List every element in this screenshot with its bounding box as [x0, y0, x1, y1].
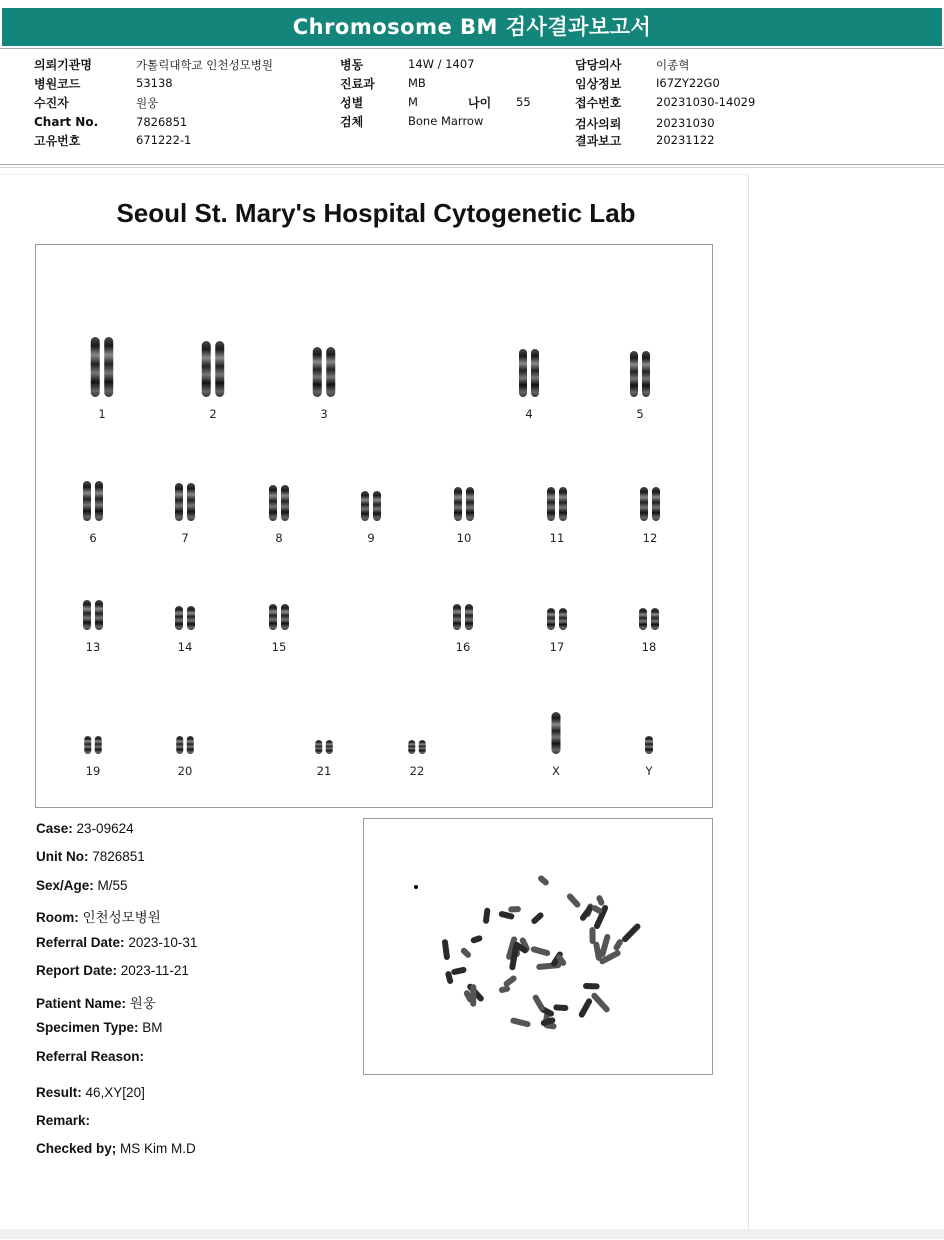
metaphase-chromosome [470, 935, 483, 944]
chromosome [559, 487, 567, 521]
chromosome [95, 600, 103, 630]
chromosome-label: 8 [275, 531, 283, 545]
field-result: Result: 46,XY[20] [36, 1085, 145, 1100]
metaphase-chromosome [510, 1017, 531, 1028]
metaphase-chromosome [537, 874, 550, 886]
chromosome [640, 487, 648, 521]
chromosome [95, 481, 103, 521]
chromosome-label: 11 [549, 531, 565, 545]
info-label-report-date: 결과보고 [575, 134, 622, 148]
chromosome [175, 606, 183, 630]
chromosome-label: 15 [271, 640, 287, 654]
chromosome-label: 9 [367, 531, 375, 545]
chromosome-pair [547, 608, 567, 630]
chromosome-pair [176, 736, 194, 754]
chromosome [361, 491, 369, 521]
chromosome [466, 487, 474, 521]
chromosome-label: 19 [85, 764, 101, 778]
chromosome-pair [83, 481, 103, 521]
chromosome [187, 736, 194, 754]
info-value-hospital-code: 53138 [136, 76, 173, 90]
chromosome-label: 2 [209, 407, 217, 421]
chromosome-pair [639, 608, 659, 630]
info-value-ward: 14W / 1407 [408, 57, 475, 71]
chromosome [547, 487, 555, 521]
metaphase-chromosome [460, 947, 473, 960]
chromosome-label: Y [645, 764, 653, 778]
field-specimen-type: Specimen Type: BM [36, 1020, 163, 1035]
info-label-receipt-no: 접수번호 [575, 96, 622, 110]
chromosome [531, 349, 539, 397]
chromosome [454, 487, 462, 521]
field-case: Case: 23-09624 [36, 821, 134, 836]
chromosome [315, 740, 322, 754]
header-divider-bottom [0, 164, 944, 165]
chromosome [83, 600, 91, 630]
chromosome-pair [84, 736, 102, 754]
metaphase-chromosome [583, 983, 600, 989]
chromosome [175, 483, 183, 521]
chromosome [373, 491, 381, 521]
chromosome [104, 337, 113, 397]
info-value-doctor: 이종혁 [656, 58, 690, 72]
info-label-unique-no: 고유번호 [34, 134, 81, 148]
chromosome-label: 16 [455, 640, 471, 654]
chromosome-pair [519, 349, 539, 397]
lab-title: Seoul St. Mary's Hospital Cytogenetic Lab [116, 198, 636, 228]
chromosome-label: 10 [456, 531, 472, 545]
chromosome [652, 487, 660, 521]
chromosome [552, 712, 561, 754]
chromosome [84, 736, 91, 754]
metaphase-chromosome [589, 927, 595, 944]
chromosome-label: 20 [177, 764, 193, 778]
field-report-date: Report Date: 2023-11-21 [36, 963, 189, 978]
info-value-patient: 원웅 [136, 96, 159, 110]
chromosome [519, 349, 527, 397]
chromosome-label: 5 [636, 407, 644, 421]
metaphase-chromosome [483, 907, 491, 924]
metaphase-chromosome [578, 997, 593, 1018]
info-value-hospital: 가톨릭대학교 인천성모병원 [136, 58, 273, 72]
chromosome-pair [315, 740, 333, 754]
chromosome-pair [175, 483, 195, 521]
chromosome-pair [269, 485, 289, 521]
chromosome-pair [269, 604, 289, 630]
chromosome [642, 351, 650, 397]
info-label-sex: 성별 [340, 96, 364, 110]
chromosome-label: 14 [177, 640, 193, 654]
field-referral-date: Referral Date: 2023-10-31 [36, 935, 198, 950]
chromosome [187, 483, 195, 521]
info-value-receipt-no: 20231030-14029 [656, 95, 756, 109]
info-label-hospital-code: 병원코드 [34, 77, 81, 91]
metaphase-chromosome [530, 946, 551, 957]
info-value-sex: M [408, 95, 418, 109]
chromosome [187, 606, 195, 630]
info-label-department: 진료과 [340, 77, 375, 91]
chromosome-label: 1 [98, 407, 106, 421]
chromosome [269, 604, 277, 630]
chromosome [95, 736, 102, 754]
field-checked-by: Checked by; MS Kim M.D [36, 1141, 196, 1156]
karyogram-image [35, 244, 713, 808]
chromosome [639, 608, 647, 630]
chromosome [326, 740, 333, 754]
metaphase-chromosome [451, 966, 467, 975]
info-label-chart-no: Chart No. [34, 115, 99, 129]
field-room: Room: 인천성모병원 [36, 910, 161, 925]
info-label-specimen: 검체 [340, 115, 364, 129]
field-patient-name: Patient Name: 원웅 [36, 996, 156, 1011]
chromosome-pair [408, 740, 426, 754]
info-value-unique-no: 671222-1 [136, 133, 192, 147]
metaphase-chromosome [566, 892, 582, 909]
chromosome-label: 7 [181, 531, 189, 545]
chromosome [453, 604, 461, 630]
chromosome-label: 3 [320, 407, 328, 421]
metaphase-chromosome [442, 939, 451, 960]
info-label-age: 나이 [468, 96, 492, 110]
chromosome [559, 608, 567, 630]
info-value-chart-no: 7826851 [136, 115, 188, 129]
chromosome [176, 736, 183, 754]
chromosome-label: X [552, 764, 560, 778]
metaphase-chromosomes [364, 819, 712, 1074]
metaphase-chromosome [590, 992, 611, 1014]
chromosome [547, 608, 555, 630]
chromosome-pair [91, 337, 114, 397]
header-divider-top [0, 48, 944, 49]
info-value-department: MB [408, 76, 426, 90]
chromosome [465, 604, 473, 630]
field-sex-age: Sex/Age: M/55 [36, 878, 128, 893]
metaphase-chromosome [530, 911, 545, 925]
chromosome-pair [547, 487, 567, 521]
info-label-request-date: 검사의뢰 [575, 117, 622, 131]
info-value-request-date: 20231030 [656, 116, 715, 130]
chromosome [83, 481, 91, 521]
chromosome [645, 736, 653, 754]
chromosome [419, 740, 426, 754]
chromosome [202, 341, 211, 397]
report-title: Chromosome BM 검사결과보고서 [2, 8, 942, 46]
field-remark: Remark: [36, 1113, 91, 1128]
chromosome-pair [361, 491, 381, 521]
chromosome [408, 740, 415, 754]
header-divider-bottom-2 [0, 167, 944, 168]
info-value-specimen: Bone Marrow [408, 114, 484, 128]
chromosome-pair [640, 487, 660, 521]
chromosome [281, 485, 289, 521]
info-label-ward: 병동 [340, 58, 364, 72]
chromosome-label: 4 [525, 407, 533, 421]
chromosome-pair [83, 600, 103, 630]
metaphase-chromosome [553, 1004, 568, 1011]
karyogram-chromosomes [36, 245, 712, 807]
metaphase-chromosome [621, 922, 642, 943]
field-unit-no: Unit No: 7826851 [36, 849, 145, 864]
chromosome [630, 351, 638, 397]
chromosome-label: 17 [549, 640, 565, 654]
metaphase-chromosome [502, 974, 517, 988]
field-referral-reason: Referral Reason: [36, 1049, 145, 1064]
debris-dot [414, 885, 418, 889]
chromosome-label: 12 [642, 531, 658, 545]
metaphase-chromosome [595, 894, 605, 906]
info-label-patient: 수진자 [34, 96, 69, 110]
chromosome [326, 347, 335, 397]
chromosome-label: 13 [85, 640, 101, 654]
info-label-doctor: 담당의사 [575, 58, 622, 72]
chromosome-pair [202, 341, 225, 397]
info-value-clinical-info: I67ZY22G0 [656, 76, 720, 90]
info-value-age: 55 [516, 95, 531, 109]
chromosome-pair [453, 604, 473, 630]
metaphase-spread-image [363, 818, 713, 1075]
chromosome-label: 22 [409, 764, 425, 778]
chromosome [215, 341, 224, 397]
metaphase-chromosome [498, 985, 510, 993]
chromosome-pair [313, 347, 336, 397]
chromosome [269, 485, 277, 521]
chromosome-label: 21 [316, 764, 332, 778]
metaphase-chromosome [532, 994, 546, 1013]
chromosome-label: 6 [89, 531, 97, 545]
chromosome [651, 608, 659, 630]
chromosome [91, 337, 100, 397]
chromosome-pair [175, 606, 195, 630]
chromosome-pair [454, 487, 474, 521]
info-value-report-date: 20231122 [656, 133, 715, 147]
info-label-hospital: 의뢰기관명 [34, 58, 92, 72]
chromosome-pair [630, 351, 650, 397]
chromosome [313, 347, 322, 397]
chromosome [281, 604, 289, 630]
info-label-clinical-info: 임상정보 [575, 77, 622, 91]
metaphase-chromosome [508, 906, 521, 913]
bottom-scroll-strip [0, 1229, 944, 1239]
metaphase-chromosome [579, 904, 595, 922]
chromosome-label: 18 [641, 640, 657, 654]
